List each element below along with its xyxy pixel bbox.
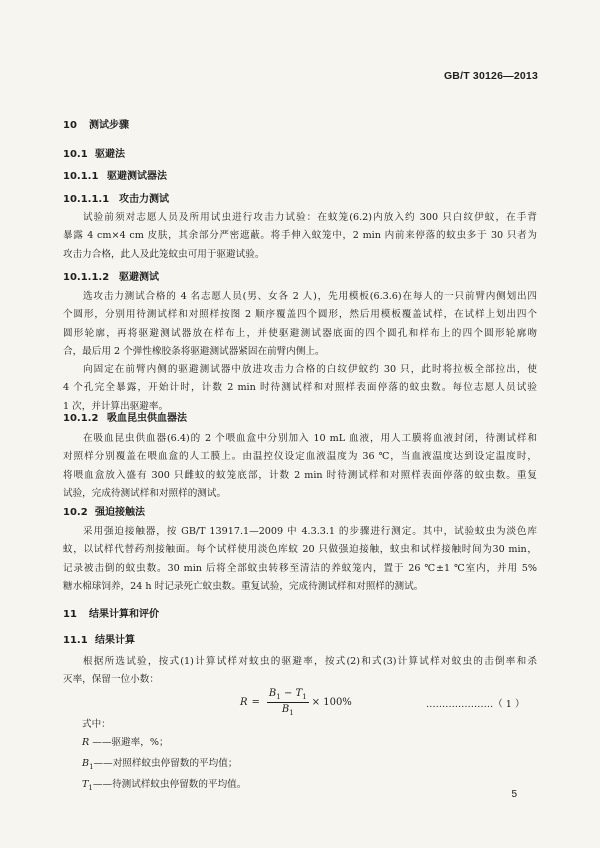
formula-lhs: R [240, 697, 248, 708]
heading-title: 结果计算 [95, 635, 135, 646]
heading-10 [63, 116, 129, 131]
definition-subscript: 1 [88, 784, 93, 793]
definition-symbol: R [82, 737, 90, 749]
heading-10-1-2 [63, 409, 187, 424]
text-line: 个圆形，分别用待测试样和对照样按图 2 顺序覆盖四个圆形，然后用模板覆盖试样，在试样上划出四个 [63, 309, 537, 321]
text-line: 1 次，并计算出驱避率。 [63, 400, 169, 412]
formula-repellent-rate [240, 688, 352, 717]
heading-number: 10.1.1.2 [63, 272, 110, 283]
definition-subscript: 1 [89, 763, 94, 772]
formula-subscript: 1 [276, 693, 281, 701]
text-line: 选攻击力测试合格的 4 名志愿人员(男、女各 2 人)，先用模板(6.3.6)在每人的一只前臂内侧划出四 [83, 291, 537, 302]
paragraph-repel-test-2 [63, 361, 537, 416]
text-line: 试验前须对志愿人员及所用试虫进行攻击力试验：在蚊笼(6.2)内放入约 300 只白纹伊蚊，在手背 [83, 212, 537, 223]
formula-factor: × 100% [311, 697, 352, 708]
heading-10-2 [63, 503, 145, 518]
formula-fraction [267, 688, 309, 717]
paragraph-repel-test-1 [63, 288, 537, 361]
heading-number: 10.1.2 [63, 413, 99, 424]
text-line: 将喂血盒放入盛有 300 只雌蚊的蚊笼底部，计数 2 min 时待测试样和对照样表面停落的蚊虫数。重复 [63, 469, 537, 481]
formula-symbol: B [281, 704, 290, 715]
formula-operator: − [283, 688, 293, 699]
heading-title: 结果计算和评价 [89, 609, 159, 620]
definition-text: ——待测试样蚊虫停留数的平均值。 [92, 779, 247, 791]
formula-symbol: B [268, 688, 277, 699]
heading-title: 驱避测试 [119, 272, 159, 283]
text-line: 对照样分别覆盖在喂血盒的人工膜上。由温控仪设定血液温度为 36 ℃，当血液温度达到设定温度时， [63, 451, 537, 463]
text-line: 4 个孔完全暴露，开始计时，计数 2 min 时待测试样和对照样表面停落的蚊虫数。每位志愿人员试验 [63, 382, 537, 394]
heading-title: 攻击力测试 [119, 194, 169, 205]
heading-number: 11.1 [63, 635, 88, 646]
definition-text: ——对照样蚊虫停留数的平均值； [93, 758, 238, 770]
definition-item [82, 734, 246, 755]
heading-10-1 [63, 145, 125, 160]
definitions-intro: 式中： [82, 719, 111, 730]
text-line: 合，最后用 2 个弹性橡胶条将驱避测试器紧固在前臂内侧上。 [63, 345, 325, 357]
heading-10-1-1-2 [63, 268, 159, 283]
heading-number: 10.1.1.1 [63, 194, 110, 205]
text-line: 向固定在前臂内侧的驱避测试器中放进攻击力合格的白纹伊蚊约 30 只，此时将拉板全部拉出，使 [83, 364, 537, 375]
formula-subscript: 1 [289, 709, 294, 717]
text-line: 采用强迫接触器，按 GB/T 13917.1—2009 中 4.3.3.1 的步骤进行测定。其中，试验蚊虫为淡色库 [83, 526, 537, 537]
equation-number: …………………（ 1 ） [426, 699, 525, 710]
heading-title: 驱避测试器法 [107, 171, 167, 182]
heading-number: 11 [63, 609, 77, 620]
text-line: 暴露 4 cm×4 cm 皮肤，其余部分严密遮蔽。将手伸入蚊笼中，2 min 内前来停落的蚊虫多于 30 只者为 [63, 230, 537, 242]
text-line: 灭率，保留一位小数： [63, 674, 159, 686]
heading-title: 吸血昆虫供血器法 [107, 413, 187, 424]
heading-number: 10.1.1 [63, 171, 99, 182]
paragraph-attack-test [63, 209, 537, 264]
heading-11 [63, 605, 159, 620]
formula-numerator [267, 688, 309, 703]
paragraph-result-calc [63, 653, 537, 690]
symbol-definitions [82, 716, 246, 798]
text-line: 记录被击倒的蚊虫数。30 min 后将全部蚊虫转移至清洁的养蚊笼内，置于 26 ℃±1 ℃室内，并用 5% [63, 562, 537, 574]
text-line: 根据所选试验，按式(1)计算试样对蚊虫的驱避率，按式(2)和式(3)计算试样对蚊虫的击倒率和杀 [83, 656, 537, 667]
formula-subscript: 1 [302, 693, 307, 701]
equals-sign: = [251, 697, 260, 708]
formula-denominator [282, 703, 294, 717]
heading-title: 测试步骤 [89, 120, 129, 131]
text-line: 糖水棉球饲养，24 h 时记录死亡蚊虫数。重复试验，完成待测试样和对照样的测试。 [63, 580, 424, 592]
definition-item [82, 755, 246, 776]
heading-title: 驱避法 [95, 149, 125, 160]
definition-symbol: T [82, 779, 89, 791]
standard-code: GB/T 30126—2013 [443, 70, 538, 82]
heading-number: 10 [63, 120, 77, 131]
heading-title: 强迫接触法 [95, 507, 145, 518]
text-line: 攻击力合格，此人及此笼蚊虫可用于驱避试验。 [63, 248, 265, 260]
text-line: 蚊，以试样代替药剂接触面。每个试样使用淡色库蚊 20 只做强迫接触，蚊虫和试样接触时间为30 min， [63, 544, 537, 556]
page-number: 5 [511, 789, 517, 800]
heading-10-1-1 [63, 167, 167, 182]
heading-11-1 [63, 631, 135, 646]
paragraph-forced-contact [63, 523, 537, 596]
formula-symbol: T [295, 688, 303, 699]
text-line: 试验，完成待测试样和对照样的测试。 [63, 487, 227, 499]
paragraph-blood-feeder [63, 430, 537, 503]
heading-10-1-1-1 [63, 190, 169, 205]
definition-text: ——驱避率，%； [92, 737, 169, 749]
definition-item [82, 776, 246, 797]
heading-number: 10.1 [63, 149, 88, 160]
text-line: 圆形轮廓，再将驱避测试器放在样布上，并使驱避测试器底面的四个圆孔和样布上的四个圆形轮廓吻 [63, 327, 537, 339]
definition-symbol: B [82, 758, 90, 770]
heading-number: 10.2 [63, 507, 88, 518]
text-line: 在吸血昆虫供血器(6.4)的 2 个喂血盒中分别加入 10 mL 血液，用人工膜将血液封闭，待测试样和 [83, 433, 537, 444]
